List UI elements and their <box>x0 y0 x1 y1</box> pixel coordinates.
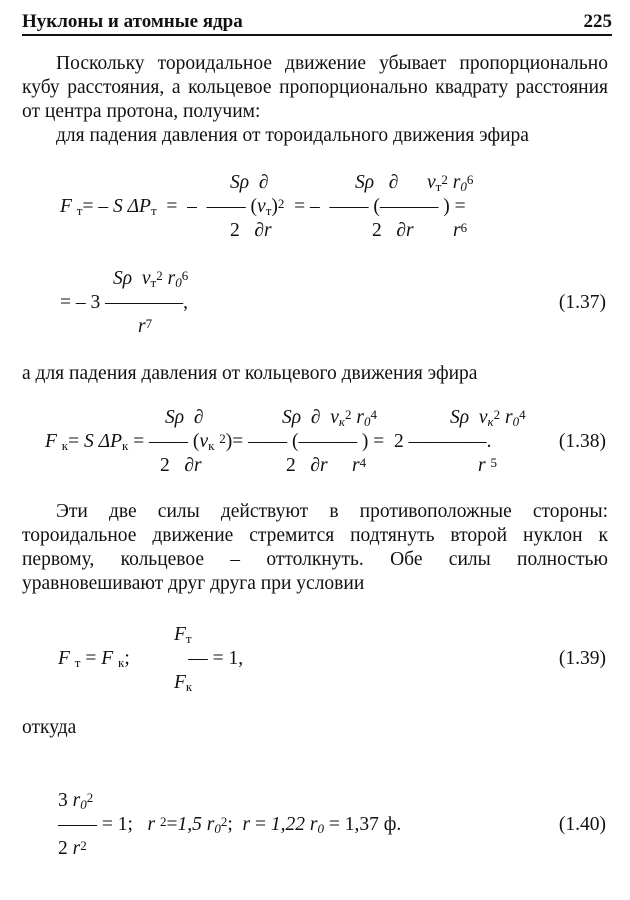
paragraph-forces-balance: Эти две силы действуют в противоположные стороны: тороидальное движение стремится подтянуть второй нуклон к первому, кольцевое – оттолкнуть. Обе силы полностью уравновешивают друг друга при условии <box>22 501 608 594</box>
paragraph-whence: откуда <box>22 717 77 738</box>
running-head <box>22 10 612 36</box>
equation-number: (1.40) <box>558 814 606 835</box>
paragraph-ring-lead: а для падения давления от кольцевого движения эфира <box>22 363 478 384</box>
equation-number: (1.37) <box>558 292 606 313</box>
equation-number: (1.38) <box>558 431 606 452</box>
book-page: Нуклоны и атомные ядра 225 Поскольку тороидальное движение убывает пропорционально кубу расстояния, а кольцевое пропорционально квадрату расстояния от центра протона, получим: для падения давления от тороидального движения эфира Sρ ∂ Sρ ∂ $v_т^2$ $r_0^6$ F $_т$= – S $\Delta P_т$ = – —— $(v_т)^2$ = – —— (——— ) = 2 ∂r 2 ∂r $r^6$ Sρ $v_т^2$ $r_0^6$ = – 3 ————, $r^7$ (1.37) а для падения давления от кольцевого движения эфира Sρ ∂ Sρ ∂ $v_к^2$ $r_0^4$ Sρ $v_к^2$ $r_0^4$ F $_к$= S $\Delta P_к$ = —— ($v_к$ $^2$)= —— (——— ) = 2 ————. (1.38) 2 ∂r 2 ∂r $r^4$ r $^5$ Эти две силы действуют в противоположные стороны: тороидальное движение стремится подтянуть второй нуклон к первому, кольцевое – оттолкнуть. Обе силы полностью уравновешивают друг друга при условии $F_т$ F $_т$ = F $_к$; — = 1, (1.39) $F_к$ откуда 3 $r_0^2$ —— = 1; r $^2$=1,5 $r_0^2$; r = 1,22 $r_0 = 1,37$ ф. (1.40) 2 $r^2$ <box>22 11 612 859</box>
running-title: Нуклоны и атомные ядра <box>22 11 243 32</box>
equation-number: (1.39) <box>558 648 606 669</box>
page-number: 225 <box>583 11 612 32</box>
paragraph-intro: Поскольку тороидальное движение убывает пропорционально кубу расстояния, а кольцевое пропорционально квадрату расстояния от центра протона, получим: <box>22 53 608 122</box>
paragraph-toroidal-lead: для падения давления от тороидального движения эфира <box>56 125 529 146</box>
